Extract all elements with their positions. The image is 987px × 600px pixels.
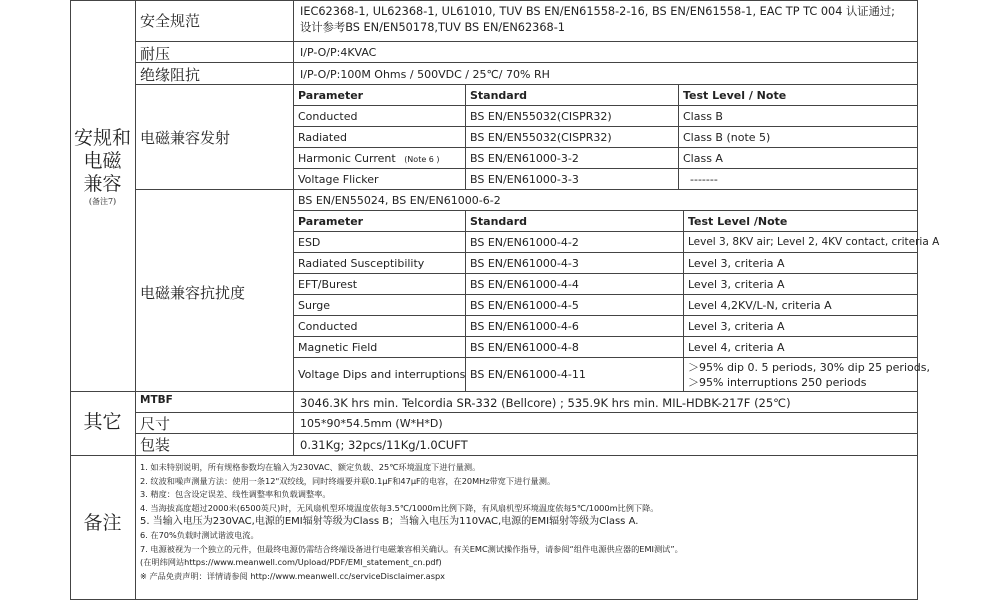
immunity-level: Level 3, criteria A xyxy=(688,257,785,270)
immunity-level: Level 4, criteria A xyxy=(688,341,785,354)
immunity-parameter: Radiated Susceptibility xyxy=(298,257,425,270)
grid-line xyxy=(135,41,918,42)
grid-line xyxy=(70,391,918,392)
packing-value: 0.31Kg; 32pcs/11Kg/1.0CUFT xyxy=(300,438,468,452)
emission-level: Class A xyxy=(683,152,723,165)
immunity-parameter: Conducted xyxy=(298,320,358,333)
grid-line xyxy=(293,231,918,232)
emc-immunity-label: 电磁兼容抗扰度 xyxy=(140,284,246,302)
immunity-parameter: ESD xyxy=(298,236,321,249)
compliance-category-title xyxy=(70,127,135,208)
emission-standard: BS EN/EN61000-3-2 xyxy=(470,152,579,165)
isolation-resistance-value: I/P-O/P:100M Ohms / 500VDC / 25℃/ 70% RH xyxy=(300,68,550,81)
emission-parameter: Radiated xyxy=(298,131,347,144)
grid-line xyxy=(293,294,918,295)
note-item: 2. 纹波和噪声测量方法：使用一条12"双绞线，同时终端要并联0.1μF和47μF的电容，在20MHz带宽下进行量测。 xyxy=(140,475,556,486)
spec-sheet xyxy=(70,0,940,600)
immunity-parameter: Magnetic Field xyxy=(298,341,378,354)
packing-label: 包装 xyxy=(140,436,171,454)
compliance-title-line: 兼容 xyxy=(83,173,122,195)
note-item: (在明纬网站https://www.meanwell.com/Upload/PDF/EMI_statement_cn.pdf) xyxy=(140,557,442,568)
grid-line xyxy=(683,210,684,391)
grid-line xyxy=(293,336,918,337)
compliance-title-line: 电磁 xyxy=(83,150,122,172)
withstand-voltage-value: I/P-O/P:4KVAC xyxy=(300,46,377,59)
emission-parameter xyxy=(298,152,440,165)
immunity-parameter: EFT/Burest xyxy=(298,278,358,291)
grid-line xyxy=(678,84,679,189)
grid-line xyxy=(917,0,918,600)
emission-parameter: Voltage Flicker xyxy=(298,173,379,186)
size-value: 105*90*54.5mm (W*H*D) xyxy=(300,417,443,430)
immunity-level-line: ＞95% interruptions 250 periods xyxy=(688,376,867,389)
note-item: 6. 在70%负载时测试谐波电流。 xyxy=(140,529,259,540)
note-item: 7. 电源被视为一个独立的元件，但最终电源仍需结合终端设备进行电磁兼容相关确认。有关EMC测试操作指导，请参阅“组件电源供应器的EMI测试”。 xyxy=(140,543,683,554)
grid-line xyxy=(135,189,918,190)
emission-standard: BS EN/EN55032(CISPR32) xyxy=(470,131,612,144)
emission-header-standard: Standard xyxy=(470,89,528,102)
immunity-level-line: ＞95% dip 0. 5 periods, 30% dip 25 periods, xyxy=(688,361,930,374)
note-item: 4. 当海拔高度超过2000米(6500英尺)时，无风扇机型环境温度依每3.5℃/1000m比例下降，有风扇机型环境温度依每5℃/1000m比例下降。 xyxy=(140,502,659,513)
immunity-header-level: Test Level /Note xyxy=(688,215,788,228)
immunity-level: Level 3, criteria A xyxy=(688,320,785,333)
emission-header-level: Test Level / Note xyxy=(683,89,787,102)
emission-parameter-text: Harmonic Current xyxy=(298,152,396,165)
immunity-header-parameter: Parameter xyxy=(298,215,364,228)
grid-line xyxy=(293,105,918,106)
grid-line xyxy=(293,315,918,316)
grid-line xyxy=(70,0,918,1)
emission-standard: BS EN/EN61000-3-3 xyxy=(470,173,579,186)
notes-category-title: 备注 xyxy=(83,512,122,534)
immunity-standard: BS EN/EN61000-4-8 xyxy=(470,341,579,354)
immunity-header-standard: Standard xyxy=(470,215,528,228)
safety-standards-label: 安全规范 xyxy=(140,12,201,30)
safety-standards-line: IEC62368-1, UL62368-1, UL61010, TUV BS EN/EN61558-2-16, BS EN/EN61558-1, EAC TP TC 004 认证通过; xyxy=(300,5,895,18)
immunity-standard: BS EN/EN61000-4-2 xyxy=(470,236,579,249)
immunity-parameter: Voltage Dips and interruptions xyxy=(298,368,466,381)
immunity-standard: BS EN/EN61000-4-11 xyxy=(470,368,586,381)
grid-line xyxy=(465,210,466,391)
grid-line xyxy=(135,0,136,600)
grid-line xyxy=(293,147,918,148)
emission-level: Class B (note 5) xyxy=(683,131,771,144)
grid-line xyxy=(293,0,294,455)
note-item: 1. 如未特别说明，所有规格参数均在输入为230VAC、额定负载、25℃环境温度下进行量测。 xyxy=(140,462,481,472)
note-item: ※ 产品免责声明：详情请参阅 http://www.meanwell.cc/serviceDisclaimer.aspx xyxy=(140,570,445,581)
grid-line xyxy=(135,433,918,434)
grid-line xyxy=(293,357,918,358)
immunity-standard: BS EN/EN61000-4-6 xyxy=(470,320,579,333)
grid-line xyxy=(293,126,918,127)
isolation-resistance-label: 绝缘阻抗 xyxy=(140,66,201,84)
grid-line xyxy=(70,0,71,600)
safety-standards-value xyxy=(300,4,895,36)
emission-level: ------- xyxy=(690,173,718,186)
immunity-parameter: Surge xyxy=(298,299,331,312)
grid-line xyxy=(293,252,918,253)
withstand-voltage-label: 耐压 xyxy=(140,45,171,63)
immunity-level: Level 3, criteria A xyxy=(688,278,785,291)
immunity-level: Level 4,2KV/L-N, criteria A xyxy=(688,299,832,312)
grid-line xyxy=(135,84,918,85)
grid-line xyxy=(135,62,918,63)
immunity-standards-line: BS EN/EN55024, BS EN/EN61000-6-2 xyxy=(298,194,501,207)
immunity-standard: BS EN/EN61000-4-4 xyxy=(470,278,579,291)
grid-line xyxy=(135,412,918,413)
grid-line xyxy=(293,210,918,211)
safety-standards-line: 设计参考BS EN/EN50178,TUV BS EN/EN62368-1 xyxy=(300,21,565,34)
emission-level: Class B xyxy=(683,110,723,123)
immunity-level xyxy=(688,360,930,390)
emc-emission-label: 电磁兼容发射 xyxy=(140,129,231,147)
compliance-title-line: 安规和 xyxy=(73,127,131,149)
grid-line xyxy=(70,455,918,456)
mtbf-value: 3046.3K hrs min. Telcordia SR-332 (Bellcore) ; 535.9K hrs min. MIL-HDBK-217F (25℃) xyxy=(300,396,791,410)
notes-list xyxy=(140,461,910,583)
size-label: 尺寸 xyxy=(140,415,171,433)
grid-line xyxy=(293,168,918,169)
compliance-title-note: (备注7) xyxy=(88,197,117,206)
grid-line xyxy=(293,273,918,274)
immunity-standard: BS EN/EN61000-4-5 xyxy=(470,299,579,312)
emission-header-parameter: Parameter xyxy=(298,89,364,102)
emission-parameter: Conducted xyxy=(298,110,358,123)
emission-parameter-note: (Note 6 ) xyxy=(404,155,440,164)
note-item: 5. 当输入电压为230VAC,电源的EMI辐射等级为Class B；当输入电压为110VAC,电源的EMI辐射等级为Class A. xyxy=(140,516,639,528)
grid-line xyxy=(465,84,466,189)
others-category-title: 其它 xyxy=(83,411,122,433)
immunity-level: Level 3, 8KV air; Level 2, 4KV contact, criteria A xyxy=(688,236,940,248)
immunity-standard: BS EN/EN61000-4-3 xyxy=(470,257,579,270)
mtbf-label: MTBF xyxy=(140,394,173,406)
note-item: 3. 精度：包含设定误差、线性调整率和负载调整率。 xyxy=(140,489,331,500)
emission-standard: BS EN/EN55032(CISPR32) xyxy=(470,110,612,123)
